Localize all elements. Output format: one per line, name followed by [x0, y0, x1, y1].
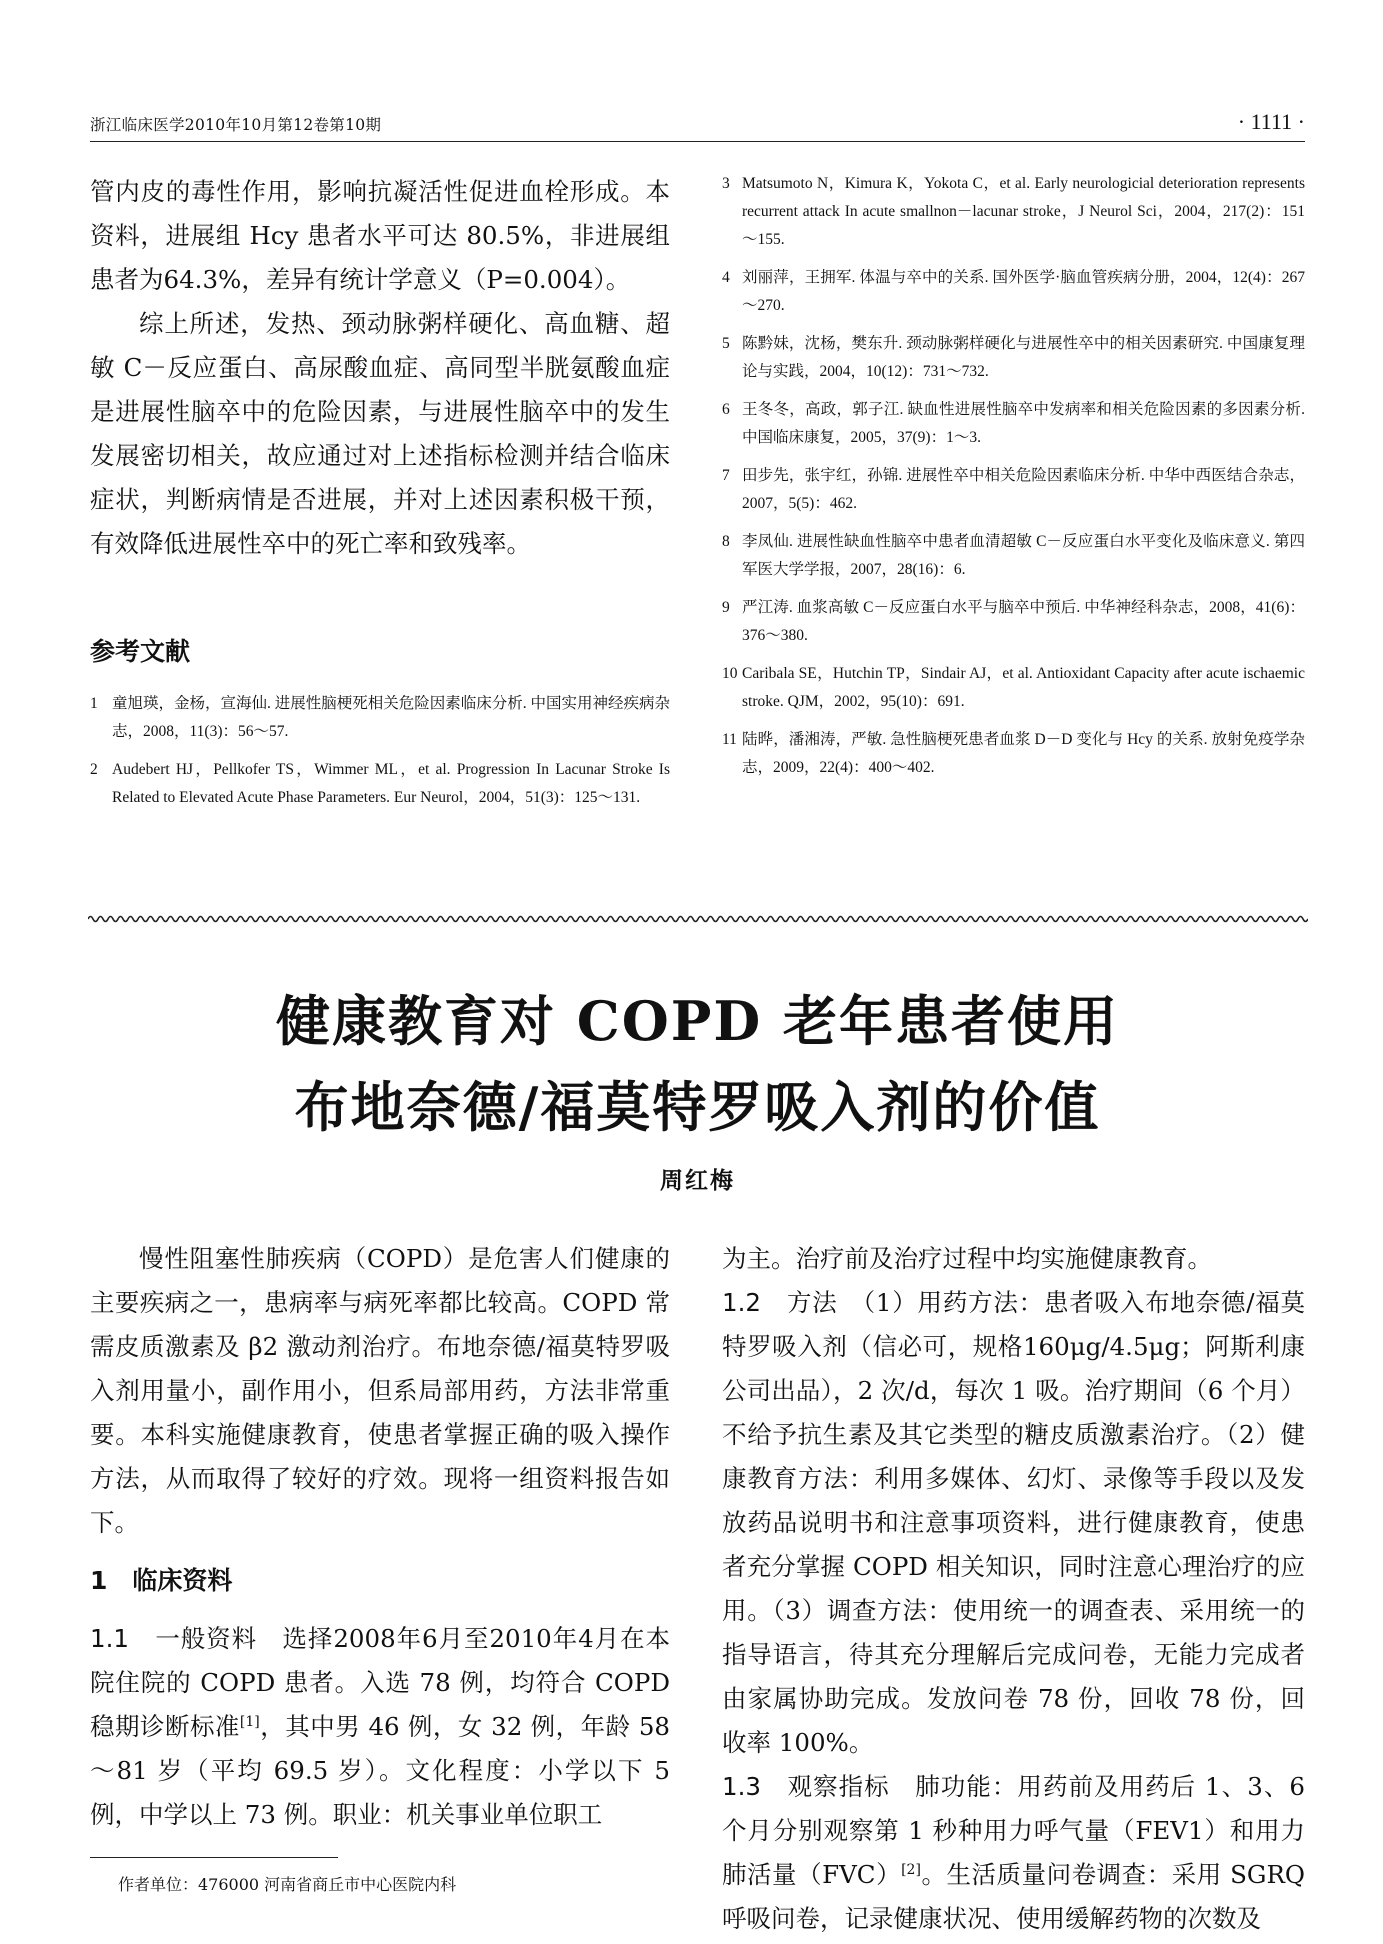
intro-paragraph: 慢性阻塞性肺疾病（COPD）是危害人们健康的主要疾病之一，患病率与病死率都比较高。COPD 常需皮质激素及 β2 激动剂治疗。布地奈德/福莫特罗吸入剂用量小，副作用小，但系局部用药，方法非常重要。本科实施健康教育，使患者掌握正确的吸入操作方法，从而取得了较好的疗效。现将一组资料报告如下。 [90, 1244, 670, 1537]
body-paragraph: 为主。治疗前及治疗过程中均实施健康教育。 [722, 1244, 1212, 1273]
reference-text: Audebert HJ，Pellkofer TS，Wimmer ML，et al. Progression In Lacunar Stroke Is Related to Elevated Acute Phase Parameters. Eur Neurol，2004，51(3)：125～131. [112, 761, 670, 806]
reference-number: 4 [722, 269, 730, 286]
article-title-line: 健康教育对 COPD 老年患者使用 [275, 989, 1120, 1053]
reference-number: 9 [722, 599, 730, 616]
footnote-rule [90, 1857, 338, 1858]
reference-number: 10 [722, 665, 738, 682]
reference-list-right [722, 170, 1305, 792]
reference-number: 11 [722, 731, 737, 748]
reference-item [722, 528, 1305, 584]
header-rule [90, 141, 1305, 142]
references-heading: 参考文献 [90, 637, 191, 666]
body-paragraph: 综上所述，发热、颈动脉粥样硬化、高血糖、超敏 C－反应蛋白、高尿酸血症、高同型半胱氨酸血症是进展性脑卒中的危险因素，与进展性脑卒中的发生发展密切相关，故应通过对上述指标检测并结合临床症状，判断病情是否进展，并对上述因素积极干预，有效降低进展性卒中的死亡率和致残率。 [90, 309, 670, 558]
subsection-1-2 [722, 1281, 1305, 1765]
reference-item [722, 330, 1305, 386]
subsection-text: 选择2008年6月至2010年4月在本院住院的 COPD 患者。入选 78 例，均符合 COPD 稳期诊断标准 [90, 1624, 671, 1741]
reference-text: Caribala SE，Hutchin TP，Sindair AJ，et al. Antioxidant Capacity after acute ischaemic stroke. QJM，2002，95(10)：691. [742, 665, 1305, 710]
wavy-divider [88, 913, 1308, 925]
article-column-right [722, 1237, 1305, 1941]
citation-mark: [1] [239, 1713, 260, 1730]
reference-number: 1 [90, 695, 98, 712]
reference-number: 5 [722, 335, 730, 352]
reference-number: 3 [722, 175, 730, 192]
subsection-label: 1.1 一般资料 [90, 1624, 258, 1653]
article-title [90, 978, 1305, 1150]
reference-item [722, 660, 1305, 716]
reference-text: 童旭瑛，金杨，宣海仙. 进展性脑梗死相关危险因素临床分析. 中国实用神经疾病杂志，2008，11(3)：56～57. [112, 695, 671, 740]
previous-article-body [90, 170, 670, 566]
reference-text: 刘丽萍，王拥军. 体温与卒中的关系. 国外医学·脑血管疾病分册，2004，12(4)：267～270. [742, 269, 1305, 314]
subsection-label: 1.3 观察指标 [722, 1772, 890, 1801]
reference-item [722, 170, 1305, 254]
subsection-text: 。生活质量问卷调查：采用 SGRQ 呼吸问卷，记录健康状况、使用缓解药物的次数及 [722, 1860, 1305, 1933]
reference-item [722, 726, 1305, 782]
author-affiliation: 作者单位：476000 河南省商丘市中心医院内科 [118, 1875, 457, 1894]
reference-text: 李凤仙. 进展性缺血性脑卒中患者血清超敏 C－反应蛋白水平变化及临床意义. 第四军医大学学报，2007，28(16)：6. [742, 533, 1305, 578]
citation-mark: [2] [901, 1861, 921, 1878]
reference-text: 王冬冬，高政，郭子江. 缺血性进展性脑卒中发病率和相关危险因素的多因素分析. 中国临床康复，2005，37(9)：1～3. [742, 401, 1305, 446]
page-number: · 1111 · [1237, 109, 1305, 134]
journal-header: 浙江临床医学2010年10月第12卷第10期 [90, 116, 382, 134]
reference-list-left [90, 690, 670, 822]
subsection-1-1 [90, 1617, 670, 1837]
subsection-label: 1.2 方法 [722, 1288, 838, 1317]
reference-number: 8 [722, 533, 730, 550]
reference-item [90, 690, 670, 746]
reference-text: Matsumoto N，Kimura K，Yokota C，et al. Early neurologicial deterioration represents recurrent attack In acute smallnon－lacunar stroke，J Neurol Sci，2004，217(2)：151～155. [742, 175, 1305, 248]
reference-item [722, 462, 1305, 518]
reference-number: 2 [90, 761, 98, 778]
reference-item [90, 756, 670, 812]
article-title-line: 布地奈德/福莫特罗吸入剂的价值 [294, 1075, 1101, 1139]
reference-text: 田步先，张宇红，孙锦. 进展性卒中相关危险因素临床分析. 中华中西医结合杂志，2007，5(5)：462. [742, 467, 1305, 512]
article-author: 周红梅 [660, 1167, 735, 1194]
article-column-left [90, 1237, 670, 1837]
reference-item [722, 264, 1305, 320]
body-paragraph: 管内皮的毒性作用，影响抗凝活性促进血栓形成。本资料，进展组 Hcy 患者水平可达 80.5%，非进展组患者为64.3%，差异有统计学意义（P=0.004）。 [90, 177, 670, 294]
reference-text: 陈黔妹，沈杨，樊东升. 颈动脉粥样硬化与进展性卒中的相关因素研究. 中国康复理论与实践，2004，10(12)：731～732. [742, 335, 1305, 380]
subsection-text: （1）用药方法：患者吸入布地奈德/福莫特罗吸入剂（信必可，规格160μg/4.5μg；阿斯利康公司出品），2 次/d，每次 1 吸。治疗期间（6 个月）不给予抗生素及其它类型的糖皮质激素治疗。（2）健康教育方法：利用多媒体、幻灯、录像等手段以及发放药品说明书和注意事项资料，进行健康教育，使患者充分掌握 COPD 相关知识，同时注意心理治疗的应用。（3）调查方法：使用统一的调查表、采用统一的指导语言，待其充分理解后完成问卷，无能力完成者由家属协助完成。发放问卷 78 份，回收 78 份，回收率 100%。 [722, 1288, 1306, 1757]
subsection-text: 肺功能：用药前及用药后 1、3、6 个月分别观察第 1 秒种用力呼气量（FEV1）和用力肺活量（FVC） [722, 1772, 1305, 1889]
reference-text: 严江涛. 血浆高敏 C－反应蛋白水平与脑卒中预后. 中华神经科杂志，2008，41(6)：376～380. [742, 599, 1305, 644]
subsection-1-3 [722, 1765, 1305, 1941]
section-heading: 1 临床资料 [90, 1566, 233, 1595]
reference-number: 6 [722, 401, 730, 418]
reference-item [722, 594, 1305, 650]
reference-item [722, 396, 1305, 452]
subsection-text: ，其中男 46 例，女 32 例，年龄 58～81 岁（平均 69.5 岁）。文化程度：小学以下 5 例，中学以上 73 例。职业：机关事业单位职工 [90, 1712, 670, 1829]
reference-text: 陆晔，潘湘涛，严敏. 急性脑梗死患者血浆 D－D 变化与 Hcy 的关系. 放射免疫学杂志，2009，22(4)：400～402. [742, 731, 1305, 776]
reference-number: 7 [722, 467, 730, 484]
